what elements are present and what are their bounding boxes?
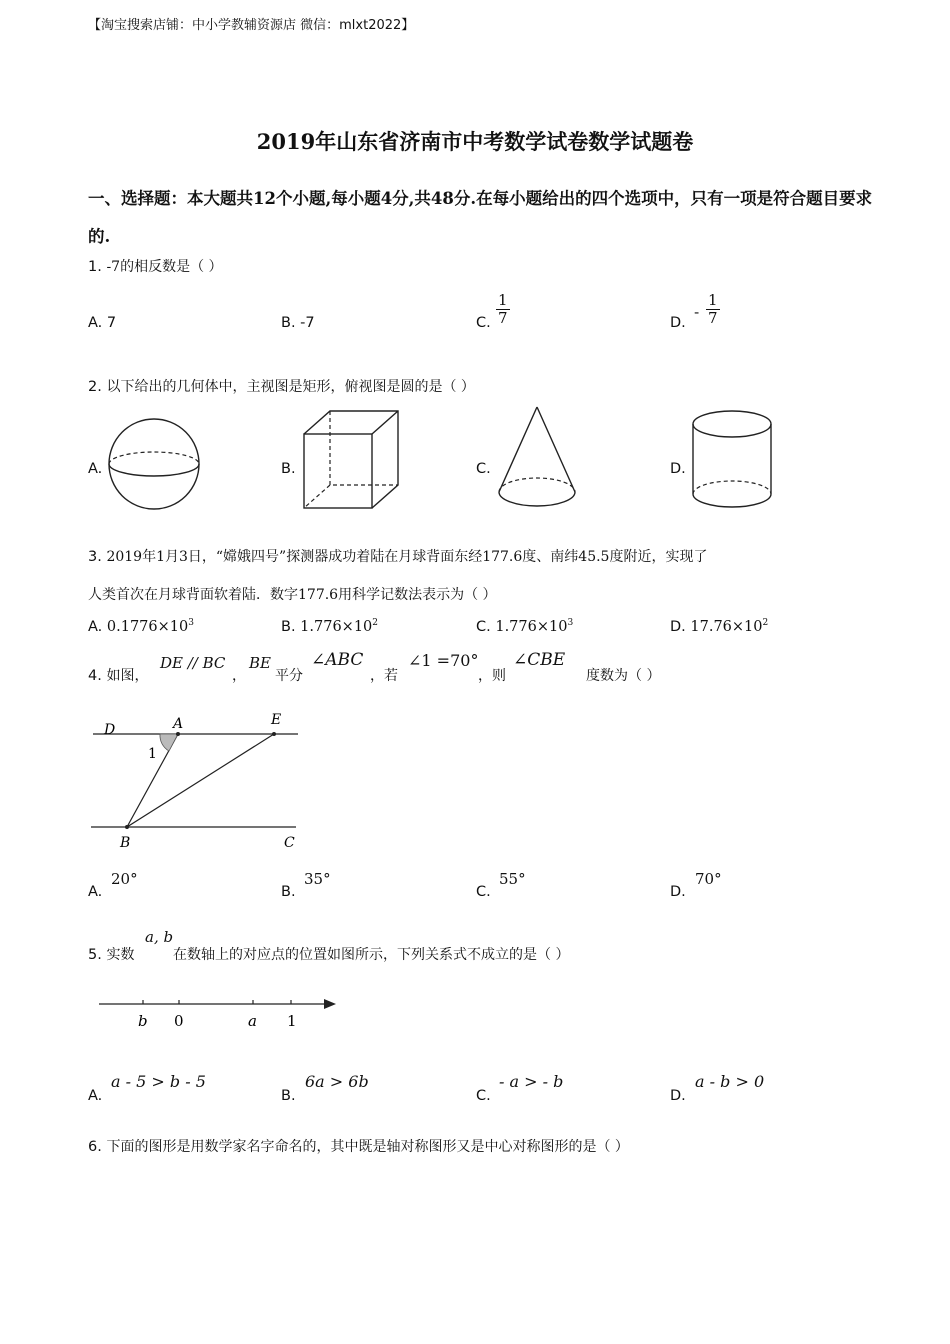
fraction-denominator: 7 (498, 309, 508, 327)
page-title: 2019年山东省济南市中考数学试卷数学试题卷 (256, 129, 694, 154)
question-text: 实数 (106, 947, 135, 963)
q4-bisects (275, 665, 303, 685)
tick-label-1: 1 (287, 1012, 297, 1030)
option-mantissa: 0.1776×10 (106, 618, 189, 635)
tick-label-b: b (138, 1012, 148, 1030)
q1-option-a: A. 7 (88, 315, 117, 331)
question-3-line-2 (88, 584, 497, 604)
q4-option-d-label: D. (670, 884, 686, 900)
label-B: B (120, 835, 131, 851)
q4-option-a-value: 20° (111, 870, 138, 888)
q4-option-c-value: 55° (499, 870, 526, 888)
question-text: -7的相反数是（ ） (106, 259, 223, 275)
option-exponent: 2 (762, 618, 769, 628)
label-A: A (173, 716, 184, 732)
q5-option-d-label: D. (670, 1088, 686, 1104)
option-label: C. (476, 618, 491, 635)
question-text: 如图， (106, 668, 149, 684)
q1-option-d-minus: - (694, 305, 700, 321)
option-mantissa: 1.776×10 (495, 618, 568, 635)
question-number: 2. (88, 379, 102, 395)
question-5-text (173, 944, 569, 964)
fraction-denominator: 7 (708, 309, 718, 327)
q5-option-a-expr: a - 5 > b - 5 (111, 1072, 206, 1091)
q4-angle-1: ∠1 =70° (408, 651, 479, 670)
q4-angle-abc: ∠ABC (311, 650, 364, 670)
q2-option-a-label: A. (88, 461, 103, 477)
q5-option-a-label: A. (88, 1088, 103, 1104)
q3-option-b (281, 618, 378, 635)
q5-option-c-expr: - a > - b (499, 1072, 564, 1091)
sphere-figure (106, 418, 206, 513)
cube-figure (300, 408, 405, 513)
option-label: B. (281, 618, 296, 635)
q1-option-c-label: C. (476, 315, 491, 331)
bisects-text: 平分 (275, 668, 303, 684)
q5-option-b-label: B. (281, 1088, 296, 1104)
question-1 (88, 256, 223, 276)
cylinder-figure (690, 408, 780, 513)
option-exponent: 3 (188, 618, 194, 628)
tail-text: 度数为（ ） (586, 668, 661, 684)
q3-option-a (88, 618, 194, 635)
question-text-line-1: 2019年1月3日，“嫦娥四号”探测器成功着陆在月球背面东经177.6度、南纬45.5度附近，实现了 (106, 549, 708, 565)
option-exponent: 2 (372, 618, 379, 628)
q4-angle-cbe: ∠CBE (513, 650, 566, 670)
question-number: 5. (88, 947, 102, 963)
if-text: ，若 (370, 668, 398, 684)
q1-option-c-fraction (496, 292, 510, 327)
q1-option-b: B. -7 (281, 315, 315, 331)
option-label: D. (670, 618, 686, 635)
question-number: 3. (88, 549, 102, 565)
q4-option-c-label: C. (476, 884, 491, 900)
question-4-number (88, 665, 148, 685)
fraction-numerator: 1 (708, 291, 718, 309)
q2-option-c-label: C. (476, 461, 491, 477)
question-number: 6. (88, 1139, 102, 1155)
q4-then (478, 665, 506, 685)
question-text-line-2: 人类首次在月球背面软着陆．数字177.6用科学记数法表示为（ ） (88, 587, 497, 603)
q2-option-d-label: D. (670, 461, 686, 477)
q5-option-d-expr: a - b > 0 (695, 1072, 765, 1091)
question-2 (88, 376, 475, 396)
option-mantissa: 17.76×10 (690, 618, 763, 635)
cone-figure (495, 404, 580, 514)
question-5-number (88, 944, 134, 964)
option-label: A. (88, 618, 103, 635)
label-C: C (284, 835, 295, 851)
q4-if (370, 665, 398, 685)
label-E: E (271, 712, 282, 728)
option-exponent: 3 (567, 618, 574, 628)
q4-tail (586, 665, 660, 685)
then-text: ，则 (478, 668, 506, 684)
number-line-figure (96, 994, 341, 1034)
q4-de-parallel-bc: DE // BC (160, 654, 226, 672)
q4-comma (232, 665, 246, 685)
q4-option-b-value: 35° (304, 870, 331, 888)
tick-label-a: a (248, 1012, 257, 1030)
question-text: 下面的图形是用数学家名字命名的，其中既是轴对称图形又是中心对称图形的是（ ） (106, 1139, 629, 1155)
q2-option-b-label: B. (281, 461, 296, 477)
fraction-numerator: 1 (498, 291, 508, 309)
comma: ， (232, 668, 246, 684)
label-D: D (104, 722, 116, 738)
option-mantissa: 1.776×10 (300, 618, 373, 635)
q4-option-a-label: A. (88, 884, 103, 900)
q5-option-c-label: C. (476, 1088, 491, 1104)
q1-option-d-fraction (706, 292, 720, 327)
q3-option-c (476, 618, 573, 635)
label-angle-1: 1 (148, 746, 157, 762)
q1-option-d-label: D. (670, 315, 686, 331)
question-text: 在数轴上的对应点的位置如图所示，下列关系式不成立的是（ ） (173, 947, 570, 963)
q5-option-b-expr: 6a > 6b (305, 1072, 369, 1091)
q5-variables: a, b (145, 928, 174, 946)
question-number: 1. (88, 259, 102, 275)
q4-option-b-label: B. (281, 884, 296, 900)
tick-label-0: 0 (174, 1012, 184, 1030)
section-heading: 一、选择题：本大题共12个小题,每小题4分,共48分.在每小题给出的四个选项中，只有一项是符合题目要求的. (88, 189, 873, 246)
question-text: 以下给出的几何体中，主视图是矩形，俯视图是圆的是（ ） (106, 379, 475, 395)
q4-be: BE (249, 654, 271, 672)
q3-option-d (670, 618, 768, 635)
question-6 (88, 1136, 629, 1156)
q4-option-d-value: 70° (695, 870, 722, 888)
page-header: 【淘宝搜索店铺：中小学教辅资源店 微信：mlxt2022】 (88, 18, 415, 33)
parallel-lines-figure (88, 708, 303, 856)
question-number: 4. (88, 668, 102, 684)
question-3 (88, 546, 707, 566)
